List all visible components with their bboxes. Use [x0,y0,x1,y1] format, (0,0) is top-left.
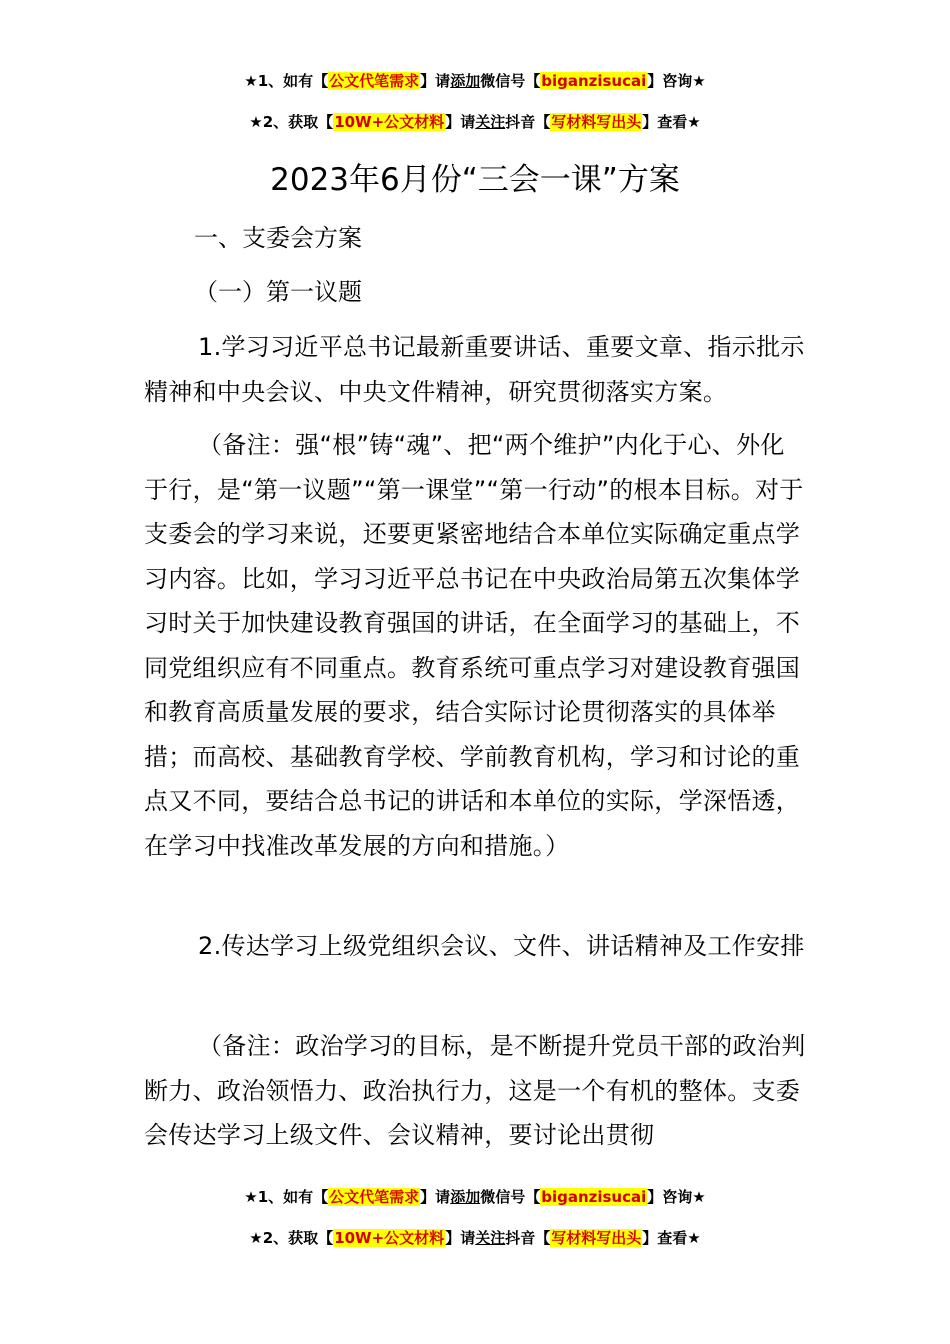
star-icon: ★ [249,1229,263,1247]
promo-highlight: 10W+公文材料 [334,113,445,131]
footer-promo-line-2 [0,1227,950,1249]
header-promo-line-2 [0,111,950,133]
footer-promo-line-1 [0,1186,950,1208]
agenda-item-2: 2.传达学习上级党组织会议、文件、讲话精神及工作安排 [198,932,805,960]
promo-text: 2、获取【 [262,113,334,131]
promo-text: 1、如有【 [257,72,329,90]
promo-text: 微信号【 [480,72,541,90]
promo-underline: 添加 [450,72,481,90]
subsection-heading: （一）第一议题 [194,278,362,306]
promo-highlight: 公文代笔需求 [329,1188,420,1206]
promo-text: 】查看★ [642,113,701,131]
promo-text: 】请 [420,1188,451,1206]
star-icon: ★ [244,72,258,90]
promo-text: 】咨询★ [647,1188,706,1206]
promo-highlight: 10W+公文材料 [334,1229,445,1247]
promo-text: 抖音【 [505,1229,551,1247]
header-promo-line-1 [0,70,950,92]
promo-text: 1、如有【 [257,1188,329,1206]
promo-text: 】咨询★ [647,72,706,90]
section-heading: 一、支委会方案 [194,224,362,252]
promo-wechat-id: biganzisucai [541,72,647,90]
document-title: 2023年6月份“三会一课”方案 [270,162,680,198]
promo-wechat-id: biganzisucai [541,1188,647,1206]
agenda-note-2: （备注：政治学习的目标，是不断提升党员干部的政治判断力、政治领悟力、政治执行力，这是一个有机的整体。支委会传达学习上级文件、会议精神，要讨论出贯彻 [144,1032,806,1149]
promo-text: 】请 [445,1229,476,1247]
promo-underline: 关注 [475,113,506,131]
agenda-item-1: 1.学习习近平总书记最新重要讲话、重要文章、指示批示精神和中央会议、中央文件精神，研究贯彻落实方案。 [144,333,805,406]
promo-highlight: 公文代笔需求 [329,72,420,90]
star-icon: ★ [244,1188,258,1206]
promo-douyin-id: 写材料写出头 [551,113,642,131]
promo-text: 】请 [420,72,451,90]
promo-underline: 关注 [475,1229,506,1247]
promo-douyin-id: 写材料写出头 [551,1229,642,1247]
promo-text: 微信号【 [480,1188,541,1206]
promo-text: 抖音【 [505,113,551,131]
star-icon: ★ [249,113,263,131]
promo-text: 2、获取【 [262,1229,334,1247]
promo-text: 】请 [445,113,476,131]
agenda-note-1: （备注：强“根”铸“魂”、把“两个维护”内化于心、外化于行，是“第一议题”“第一课堂”“第一行动”的根本目标。对于支委会的学习来说，还要更紧密地结合本单位实际确定重点学习内容。比如，学习习近平总书记在中央政治局第五次集体学习时关于加快建设教育强国的讲话，在全面学习的基础上，不同党组织应有不同重点。教育系统可重点学习对建设教育强国和教育高质量发展的要求，结合实际讨论贯彻落实的具体举措；而高校、基础教育学校、学前教育机构，学习和讨论的重点又不同，要结合总书记的讲话和本单位的实际，学深悟透，在学习中找准改革发展的方向和措施。） [144,431,804,860]
promo-text: 】查看★ [642,1229,701,1247]
promo-underline: 添加 [450,1188,481,1206]
